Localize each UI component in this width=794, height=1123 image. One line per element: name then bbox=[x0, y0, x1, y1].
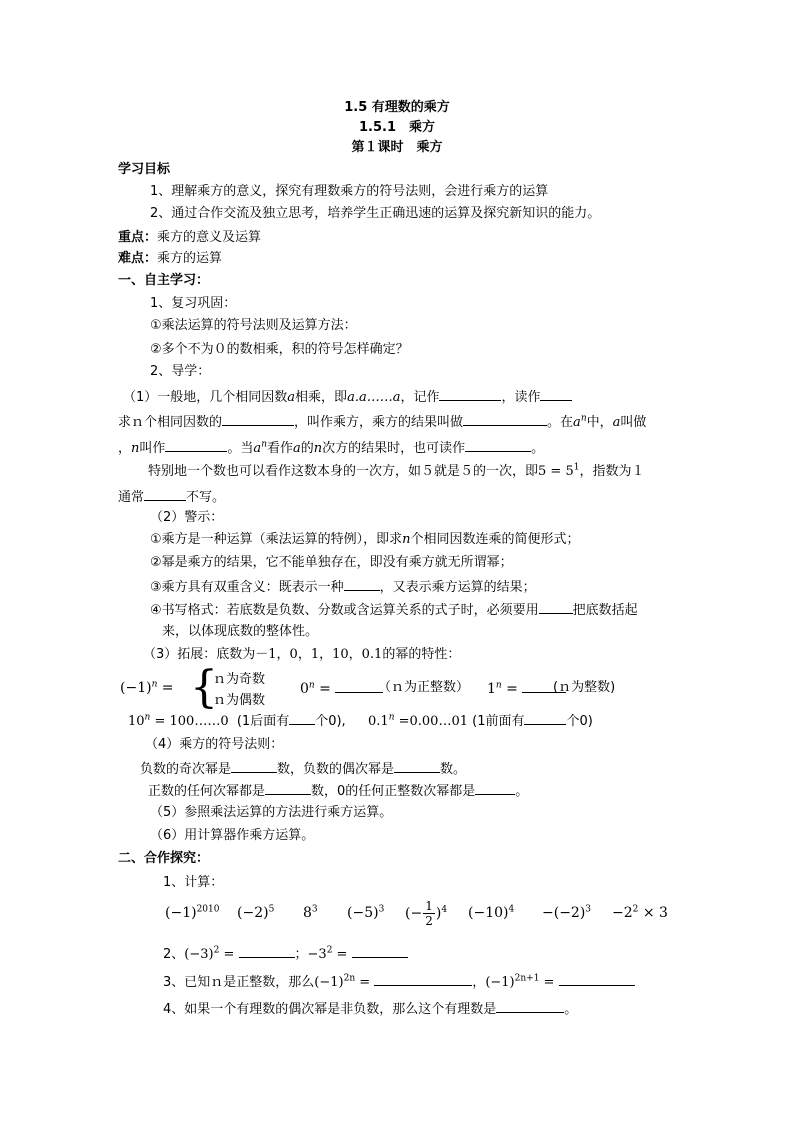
difficulty-point bbox=[118, 249, 222, 269]
zero-power-note: （ｎ为正整数） bbox=[378, 680, 470, 695]
calc-expr-5: (− $\frac{1}{2}$ )$^4$ bbox=[405, 899, 448, 928]
review-question-1: ①乘法运算的符号法则及运算方法： bbox=[150, 318, 357, 333]
question-2: 2、$(-3)^2$ = ；$-3^2$ = bbox=[163, 943, 408, 965]
review-heading: 1、复习巩固： bbox=[150, 296, 237, 311]
blank bbox=[524, 710, 566, 725]
one-power-note: (ｎ为整数) bbox=[553, 680, 616, 695]
blank bbox=[344, 576, 380, 591]
blank bbox=[239, 943, 295, 958]
guide-paragraph-1: （1）一般地，几个相同因数a相乘，即a.a……a，记作 ，读作 bbox=[123, 386, 572, 408]
objective-2: 2、通过合作交流及独立思考，培养学生正确迅速的运算及探究新知识的能力。 bbox=[150, 206, 601, 221]
key-label: 重点： bbox=[118, 230, 158, 245]
blank bbox=[144, 486, 186, 501]
calc-expr-6: $(-10)^4$ bbox=[468, 904, 515, 921]
blank bbox=[463, 411, 547, 426]
warning-3: ③乘方具有双重含义：既表示一种 ，又表示乘方运算的结果； bbox=[150, 576, 536, 598]
odd-case: ｎ为奇数 bbox=[213, 672, 266, 687]
warning-2: ②幂是乘方的结果，它不能单独存在，即没有乘方就无所谓幂； bbox=[150, 555, 513, 570]
blank bbox=[496, 998, 564, 1013]
objective-1: 1、理解乘方的意义，探究有理数乘方的符号法则，会进行乘方的运算 bbox=[150, 184, 549, 199]
guide-paragraph-3: ，n叫作 。当$a^n$看作a的n次方的结果时，也可读作 。 bbox=[118, 437, 544, 459]
page-subtitle: 1.5.1 乘方 bbox=[358, 120, 435, 135]
blank bbox=[352, 943, 408, 958]
guide-heading: 2、导学： bbox=[150, 364, 211, 379]
calc-expr-4: $(-5)^3$ bbox=[347, 904, 385, 921]
warning-4-cont: 来，以体现底数的整体性。 bbox=[162, 624, 319, 639]
sign-rule-heading: （4）乘方的符号法则： bbox=[145, 737, 284, 752]
guide-paragraph-5: 通常 不写。 bbox=[118, 486, 225, 508]
product-expr: a.a……a bbox=[347, 390, 401, 405]
brace: { bbox=[190, 662, 218, 713]
difficulty-label: 难点： bbox=[118, 251, 158, 266]
sign-rule-2: 正数的任何次幂都是 数，0的任何正整数次幂都是 。 bbox=[148, 780, 528, 802]
one-power: $1^n$ = bbox=[487, 678, 566, 699]
section1-heading: 一、自主学习： bbox=[118, 273, 210, 288]
guide-paragraph-2: 求ｎ个相同因数的 ，叫作乘方，乘方的结果叫做 。在$a^n$中，a叫做 bbox=[118, 411, 646, 433]
item-5: （5）参照乘法运算的方法进行乘方运算。 bbox=[150, 805, 393, 820]
blank bbox=[539, 599, 573, 614]
blank bbox=[222, 411, 294, 426]
item-6: （6）用计算器作乘方运算。 bbox=[150, 828, 315, 843]
warning-1: ①乘方是一种运算（乘法运算的特例），即求n个相同因数连乘的简便形式； bbox=[150, 532, 580, 547]
even-case: ｎ为偶数 bbox=[213, 693, 266, 708]
zero-power: $0^n$ = bbox=[300, 678, 383, 699]
guide-paragraph-4: 特别地一个数也可以看作这数本身的一次方，如５就是５的一次，即$5 = 5^1$，指数为１ bbox=[148, 462, 645, 479]
lesson-title: 第１课时 乘方 bbox=[351, 140, 443, 155]
question-3: 3、已知ｎ是正整数，那么$(-1)^{2n}$ = ，$(-1)^{2n+1}$ = bbox=[163, 971, 635, 993]
sign-rule-1: 负数的奇次幂是 数，负数的偶次幂是 数。 bbox=[140, 758, 466, 780]
blank bbox=[165, 437, 227, 452]
calc-expr-1: $(-1)^{2010}$ bbox=[165, 904, 220, 921]
var-a: a bbox=[287, 390, 296, 405]
blank bbox=[559, 971, 635, 986]
calc-expr-2: $(-2)^5$ bbox=[237, 904, 275, 921]
calc-expr-7: $-(-2)^3$ bbox=[542, 904, 592, 921]
extension-heading: （3）拓展：底数为－1，0，1，10，0.1的幂的特性： bbox=[143, 647, 461, 662]
blank bbox=[439, 386, 501, 401]
calc-expr-8: $-2^2 \times 3$ bbox=[612, 904, 668, 921]
blank bbox=[540, 386, 572, 401]
blank bbox=[289, 710, 315, 725]
review-question-2: ②多个不为０的数相乘，积的符号怎样确定？ bbox=[150, 342, 409, 357]
blank bbox=[394, 758, 440, 773]
power-expr: $a^n$ bbox=[573, 413, 587, 430]
blank bbox=[374, 971, 472, 986]
section2-heading: 二、合作探究： bbox=[118, 851, 210, 866]
tenth-power: $0.1^n$ =0.00…01 (1前面有 个0) bbox=[368, 710, 593, 732]
blank bbox=[465, 437, 531, 452]
calc-expr-3: $8^3$ bbox=[303, 904, 318, 921]
blank bbox=[231, 758, 277, 773]
key-text: 乘方的意义及运算 bbox=[157, 230, 262, 245]
question-1: 1、计算： bbox=[163, 875, 224, 890]
objectives-heading: 学习目标 bbox=[118, 162, 171, 177]
question-4: 4、如果一个有理数的偶次幂是非负数，那么这个有理数是 。 bbox=[163, 998, 577, 1020]
blank bbox=[475, 780, 515, 795]
warning-4: ④书写格式：若底数是负数、分数或含运算关系的式子时，必须要用 把底数括起 bbox=[150, 599, 638, 621]
page-title: 1.5 有理数的乘方 bbox=[344, 100, 450, 115]
blank bbox=[265, 780, 311, 795]
warning-heading: （2）警示： bbox=[150, 510, 224, 525]
five-power-expr: $5 = 5^1$ bbox=[538, 462, 580, 479]
neg-one-power: $(-1)^n$ = bbox=[120, 679, 174, 696]
ten-power: $10^n$ = 100……0 (1后面有 个0), bbox=[128, 710, 346, 732]
difficulty-text: 乘方的运算 bbox=[157, 251, 223, 266]
key-point bbox=[118, 228, 261, 248]
